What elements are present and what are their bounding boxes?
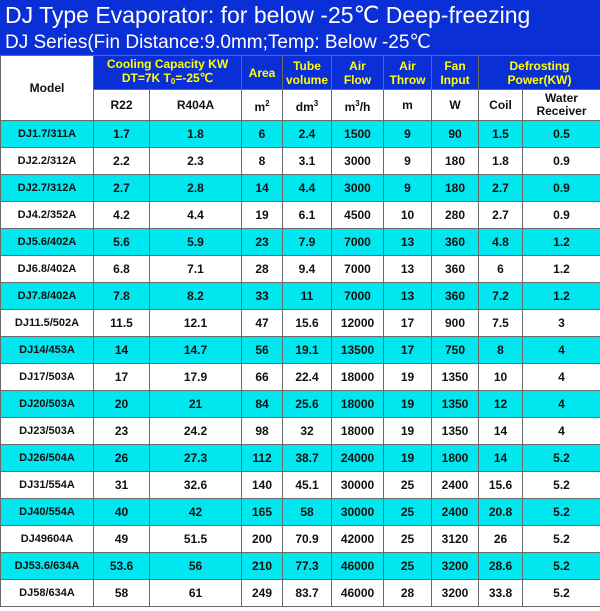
cell-r404a: 5.9	[150, 229, 242, 256]
cell-area: 19	[242, 202, 283, 229]
cell-air-throw: 25	[384, 553, 432, 580]
cell-coil: 15.6	[479, 472, 523, 499]
header-fan-unit: W	[432, 90, 479, 121]
cell-coil: 6	[479, 256, 523, 283]
cell-r404a: 14.7	[150, 337, 242, 364]
header-air-throw: Air Throw	[384, 56, 432, 90]
cell-coil: 1.5	[479, 121, 523, 148]
cell-water-receiver: 5.2	[523, 445, 600, 472]
cell-tube-volume: 25.6	[283, 391, 332, 418]
cell-air-throw: 19	[384, 445, 432, 472]
cell-fan-input: 2400	[432, 472, 479, 499]
cell-model: DJ31/554A	[1, 472, 94, 499]
cell-water-receiver: 5.2	[523, 472, 600, 499]
cell-water-receiver: 4	[523, 391, 600, 418]
cell-water-receiver: 0.5	[523, 121, 600, 148]
cell-model: DJ53.6/634A	[1, 553, 94, 580]
cell-area: 14	[242, 175, 283, 202]
cell-air-flow: 46000	[332, 553, 384, 580]
cell-fan-input: 90	[432, 121, 479, 148]
cell-coil: 2.7	[479, 202, 523, 229]
cell-air-flow: 1500	[332, 121, 384, 148]
cell-coil: 7.5	[479, 310, 523, 337]
header-fan-input: Fan Input	[432, 56, 479, 90]
cell-r404a: 27.3	[150, 445, 242, 472]
table-row	[1, 175, 600, 202]
cell-tube-volume: 2.4	[283, 121, 332, 148]
cell-air-flow: 3000	[332, 148, 384, 175]
cell-r404a: 51.5	[150, 526, 242, 553]
cell-air-flow: 46000	[332, 580, 384, 607]
table-row	[1, 391, 600, 418]
cell-r404a: 1.8	[150, 121, 242, 148]
page-title: DJ Type Evaporator: for below -25℃ Deep-freezing	[0, 0, 600, 30]
cell-r22: 53.6	[94, 553, 150, 580]
cell-tube-volume: 58	[283, 499, 332, 526]
cell-model: DJ40/554A	[1, 499, 94, 526]
cell-air-flow: 24000	[332, 445, 384, 472]
header-area: Area	[242, 56, 283, 90]
cell-fan-input: 3200	[432, 580, 479, 607]
cell-area: 28	[242, 256, 283, 283]
cell-air-flow: 7000	[332, 256, 384, 283]
cell-r22: 49	[94, 526, 150, 553]
cell-r22: 17	[94, 364, 150, 391]
table-row	[1, 580, 600, 607]
cell-r404a: 12.1	[150, 310, 242, 337]
cell-air-flow: 7000	[332, 229, 384, 256]
cell-r404a: 2.8	[150, 175, 242, 202]
cell-air-throw: 17	[384, 310, 432, 337]
cell-water-receiver: 0.9	[523, 202, 600, 229]
cell-fan-input: 1350	[432, 391, 479, 418]
cell-r404a: 2.3	[150, 148, 242, 175]
table-row	[1, 553, 600, 580]
cell-coil: 12	[479, 391, 523, 418]
header-area-unit: $m^2$	[242, 90, 283, 121]
cell-model: DJ49604A	[1, 526, 94, 553]
cell-area: 6	[242, 121, 283, 148]
cell-tube-volume: 32	[283, 418, 332, 445]
cell-air-flow: 18000	[332, 364, 384, 391]
cell-water-receiver: 4	[523, 337, 600, 364]
header-r404a: R404A	[150, 90, 242, 121]
cell-r22: 11.5	[94, 310, 150, 337]
cell-model: DJ26/504A	[1, 445, 94, 472]
cell-water-receiver: 1.2	[523, 229, 600, 256]
cell-r404a: 56	[150, 553, 242, 580]
cell-tube-volume: 7.9	[283, 229, 332, 256]
cell-air-flow: 7000	[332, 283, 384, 310]
page-subtitle: DJ Series(Fin Distance:9.0mm;Temp: Below -25℃	[0, 30, 600, 55]
cell-area: 98	[242, 418, 283, 445]
cell-area: 165	[242, 499, 283, 526]
cell-r404a: 17.9	[150, 364, 242, 391]
cell-air-throw: 25	[384, 526, 432, 553]
cell-coil: 4.8	[479, 229, 523, 256]
cell-water-receiver: 4	[523, 364, 600, 391]
cell-fan-input: 2400	[432, 499, 479, 526]
cell-r22: 6.8	[94, 256, 150, 283]
cell-fan-input: 280	[432, 202, 479, 229]
table-row	[1, 256, 600, 283]
cell-coil: 14	[479, 445, 523, 472]
cell-r404a: 4.4	[150, 202, 242, 229]
table-row	[1, 283, 600, 310]
cell-fan-input: 3200	[432, 553, 479, 580]
cell-water-receiver: 5.2	[523, 580, 600, 607]
cell-tube-volume: 38.7	[283, 445, 332, 472]
cell-r404a: 24.2	[150, 418, 242, 445]
header-r22: R22	[94, 90, 150, 121]
table-row	[1, 526, 600, 553]
cell-water-receiver: 3	[523, 310, 600, 337]
cell-area: 23	[242, 229, 283, 256]
cell-water-receiver: 0.9	[523, 175, 600, 202]
cell-coil: 33.8	[479, 580, 523, 607]
cell-model: DJ17/503A	[1, 364, 94, 391]
cell-fan-input: 3120	[432, 526, 479, 553]
cell-model: DJ4.2/352A	[1, 202, 94, 229]
cell-r22: 14	[94, 337, 150, 364]
cell-model: DJ23/503A	[1, 418, 94, 445]
cell-r22: 58	[94, 580, 150, 607]
cell-air-throw: 9	[384, 121, 432, 148]
cell-model: DJ2.2/312A	[1, 148, 94, 175]
cell-coil: 26	[479, 526, 523, 553]
header-coil: Coil	[479, 90, 523, 121]
cell-air-throw: 13	[384, 256, 432, 283]
cell-model: DJ6.8/402A	[1, 256, 94, 283]
cell-fan-input: 750	[432, 337, 479, 364]
cell-air-throw: 25	[384, 499, 432, 526]
cell-air-flow: 30000	[332, 472, 384, 499]
cell-coil: 1.8	[479, 148, 523, 175]
cell-tube-volume: 83.7	[283, 580, 332, 607]
table-row	[1, 310, 600, 337]
cell-air-throw: 9	[384, 175, 432, 202]
table-row	[1, 472, 600, 499]
cell-coil: 7.2	[479, 283, 523, 310]
cell-model: DJ7.8/402A	[1, 283, 94, 310]
cell-area: 112	[242, 445, 283, 472]
cell-area: 47	[242, 310, 283, 337]
cell-air-flow: 18000	[332, 391, 384, 418]
cell-air-throw: 25	[384, 472, 432, 499]
cell-air-throw: 19	[384, 418, 432, 445]
cell-r22: 2.2	[94, 148, 150, 175]
cell-fan-input: 360	[432, 283, 479, 310]
table-row	[1, 337, 600, 364]
cell-fan-input: 360	[432, 229, 479, 256]
cell-water-receiver: 4	[523, 418, 600, 445]
cell-water-receiver: 1.2	[523, 283, 600, 310]
cell-coil: 8	[479, 337, 523, 364]
table-row	[1, 418, 600, 445]
cell-area: 8	[242, 148, 283, 175]
cell-fan-input: 1800	[432, 445, 479, 472]
cell-air-flow: 3000	[332, 175, 384, 202]
cell-tube-volume: 6.1	[283, 202, 332, 229]
cell-tube-volume: 70.9	[283, 526, 332, 553]
cell-air-flow: 18000	[332, 418, 384, 445]
cell-coil: 28.6	[479, 553, 523, 580]
cell-air-throw: 9	[384, 148, 432, 175]
table-row	[1, 148, 600, 175]
cell-model: DJ1.7/311A	[1, 121, 94, 148]
cell-tube-volume: 19.1	[283, 337, 332, 364]
cell-tube-volume: 77.3	[283, 553, 332, 580]
cell-model: DJ58/634A	[1, 580, 94, 607]
cell-tube-volume: 22.4	[283, 364, 332, 391]
cell-r22: 7.8	[94, 283, 150, 310]
table-row	[1, 229, 600, 256]
cell-fan-input: 360	[432, 256, 479, 283]
cell-water-receiver: 5.2	[523, 553, 600, 580]
table-row	[1, 445, 600, 472]
cell-tube-volume: 11	[283, 283, 332, 310]
cell-water-receiver: 1.2	[523, 256, 600, 283]
cell-area: 84	[242, 391, 283, 418]
cell-water-receiver: 0.9	[523, 148, 600, 175]
table-body	[1, 121, 600, 607]
cell-air-throw: 19	[384, 391, 432, 418]
cell-r22: 26	[94, 445, 150, 472]
cell-air-throw: 17	[384, 337, 432, 364]
cell-r22: 5.6	[94, 229, 150, 256]
cell-air-flow: 13500	[332, 337, 384, 364]
cell-r404a: 7.1	[150, 256, 242, 283]
cell-r22: 1.7	[94, 121, 150, 148]
cell-fan-input: 900	[432, 310, 479, 337]
cell-tube-volume: 15.6	[283, 310, 332, 337]
cell-r22: 23	[94, 418, 150, 445]
cell-r22: 40	[94, 499, 150, 526]
header-model: Model	[1, 56, 94, 121]
header-defrosting-power: Defrosting Power(KW)	[479, 56, 600, 90]
cell-r22: 31	[94, 472, 150, 499]
table-row	[1, 121, 600, 148]
cell-area: 56	[242, 337, 283, 364]
cell-r404a: 32.6	[150, 472, 242, 499]
cell-water-receiver: 5.2	[523, 499, 600, 526]
table-row	[1, 202, 600, 229]
cell-fan-input: 1350	[432, 418, 479, 445]
cell-model: DJ5.6/402A	[1, 229, 94, 256]
cell-air-flow: 4500	[332, 202, 384, 229]
header-air-flow: Air Flow	[332, 56, 384, 90]
cell-area: 140	[242, 472, 283, 499]
cell-model: DJ11.5/502A	[1, 310, 94, 337]
cell-area: 210	[242, 553, 283, 580]
cell-air-throw: 13	[384, 283, 432, 310]
cell-area: 200	[242, 526, 283, 553]
cell-r404a: 42	[150, 499, 242, 526]
header-cooling-capacity: Cooling Capacity KW DT=7K $T_0=-25℃$	[94, 56, 242, 90]
table-row	[1, 364, 600, 391]
cell-air-throw: 10	[384, 202, 432, 229]
cell-air-throw: 13	[384, 229, 432, 256]
header-tube-volume: Tube volume	[283, 56, 332, 90]
cell-air-flow: 42000	[332, 526, 384, 553]
cell-coil: 10	[479, 364, 523, 391]
header-throw-unit: m	[384, 90, 432, 121]
cell-r22: 20	[94, 391, 150, 418]
cell-coil: 14	[479, 418, 523, 445]
table-row	[1, 499, 600, 526]
cell-area: 33	[242, 283, 283, 310]
cell-water-receiver: 5.2	[523, 526, 600, 553]
cell-model: DJ14/453A	[1, 337, 94, 364]
cell-fan-input: 1350	[432, 364, 479, 391]
cell-coil: 20.8	[479, 499, 523, 526]
cell-tube-volume: 9.4	[283, 256, 332, 283]
cell-tube-volume: 45.1	[283, 472, 332, 499]
cell-model: DJ20/503A	[1, 391, 94, 418]
cell-fan-input: 180	[432, 175, 479, 202]
cell-air-flow: 12000	[332, 310, 384, 337]
cell-tube-volume: 4.4	[283, 175, 332, 202]
cell-tube-volume: 3.1	[283, 148, 332, 175]
cell-fan-input: 180	[432, 148, 479, 175]
cell-air-throw: 19	[384, 364, 432, 391]
header-tube-unit: $dm^3$	[283, 90, 332, 121]
cell-r404a: 8.2	[150, 283, 242, 310]
cell-area: 66	[242, 364, 283, 391]
cell-r22: 4.2	[94, 202, 150, 229]
cell-r404a: 61	[150, 580, 242, 607]
header-water-receiver: Water Receiver	[523, 90, 600, 121]
cell-area: 249	[242, 580, 283, 607]
spec-table	[0, 55, 600, 607]
cell-air-flow: 30000	[332, 499, 384, 526]
header-flow-unit: $m^3/h$	[332, 90, 384, 121]
cell-r404a: 21	[150, 391, 242, 418]
cell-air-throw: 28	[384, 580, 432, 607]
cell-coil: 2.7	[479, 175, 523, 202]
cell-model: DJ2.7/312A	[1, 175, 94, 202]
cell-r22: 2.7	[94, 175, 150, 202]
